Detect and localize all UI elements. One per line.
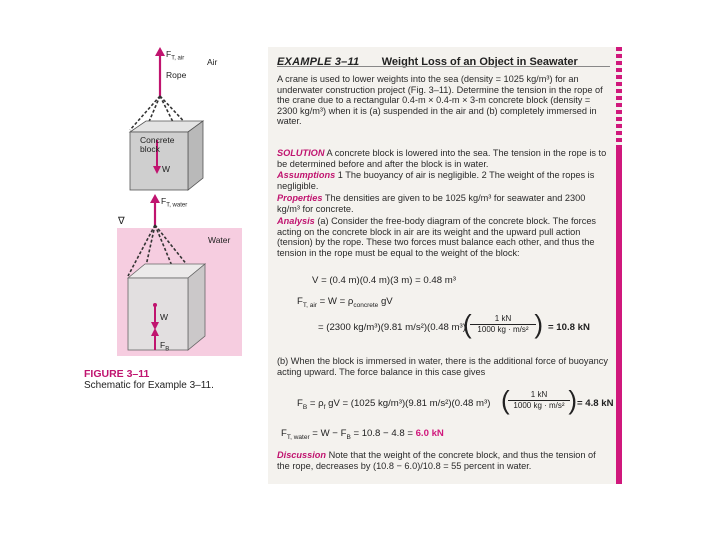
assumptions-text: 1 The buoyancy of air is negligible. 2 The weight of the ropes is negligible.: [277, 170, 595, 191]
equation-ft-air-calc: = (2300 kg/m³)(9.81 m/s²)(0.48 m³): [318, 322, 466, 333]
result-ft-water: 6.0 kN: [415, 428, 444, 439]
label-air: Air: [207, 57, 218, 67]
analysis-block: [277, 216, 610, 258]
result-ft-air: = 10.8 kN: [548, 322, 590, 333]
assumptions-block: [277, 170, 610, 191]
discussion-text: Note that the weight of the concrete block, and thus the tension of the rope, decreases by (10.8 − 6.0)/10.8 = 55 percent in water.: [277, 450, 596, 471]
water-surface-icon: ∇: [118, 216, 125, 227]
figure-caption-title: FIGURE 3–11: [84, 368, 150, 380]
equation-fb: $F_B = \rho_f$ gV = (1025 kg/m³)(9.81 m/s²)(0.48 m³): [297, 398, 491, 411]
equation-ft-air: $F_{T, air} = W = \rho_{concrete}$ gV: [297, 296, 393, 309]
analysis-text: (a) Consider the free-body diagram of the concrete block. The forces acting on the concrete block in air are its weight and the upward pull action (tension) by the rope. These two forces must balance each other, and thus the tension in the rope must be equal to the weight of the block:: [277, 216, 597, 258]
conversion-fraction-2: ( 1 kN 1000 kg · m/s² ): [501, 385, 577, 415]
analysis-label: Analysis: [277, 216, 315, 226]
label-rope: Rope: [166, 70, 187, 80]
properties-block: [277, 193, 610, 214]
figure-caption-text: Schematic for Example 3–11.: [84, 380, 214, 391]
ft-air-arrowhead: [155, 47, 165, 56]
problem-text: A crane is used to lower weights into the sea (density = 1025 kg/m³) for an underwater construction project (Fig. 3–11). Determine the tension in the rope of the crane due to a rectangular 0.4-m × 0.4-m × 3-m concrete block (density = 2300 kg/m³) when it is (a) suspended in the air and (b) completely immersed in water.: [277, 74, 603, 127]
conversion-fraction-1: ( 1 kN 1000 kg · m/s² ): [463, 309, 543, 339]
equation-volume: V = (0.4 m)(0.4 m)(3 m) = 0.48 m³: [312, 275, 456, 286]
header-rule: [277, 66, 610, 67]
label-w-top: W: [162, 164, 171, 174]
solution-text: A concrete block is lowered into the sea. The tension in the rope is to be determined before and after the block is in water.: [277, 148, 607, 169]
part-b-text: (b) When the block is immersed in water, there is the additional force of buoyancy acting upward. The force balance in this case gives: [277, 356, 608, 377]
center-of-mass-dot: [153, 303, 157, 307]
example-header: [277, 52, 610, 70]
result-fb: = 4.8 kN: [577, 398, 614, 409]
discussion-label: Discussion: [277, 450, 327, 460]
figure-caption: [84, 368, 259, 391]
example-title: Weight Loss of an Object in Seawater: [381, 56, 578, 68]
label-ft-air: $F_{T, air}$: [166, 49, 185, 62]
equation-ft-water: $F_{T, water} = W - F_B = 10.8 - 4.8 = 6.0$ kN: [281, 428, 444, 441]
concrete-block-bottom: [128, 264, 205, 350]
label-water: Water: [208, 235, 231, 245]
solution-label: SOLUTION: [277, 148, 325, 158]
label-ft-water: $F_{T, water}$: [161, 196, 188, 209]
properties-text: The densities are given to be 1025 kg/m³ for seawater and 2300 kg/m³ for concrete.: [277, 193, 586, 214]
page-edge-bar: [616, 148, 622, 484]
solution-block: [277, 148, 610, 169]
label-fb: $F_B$: [160, 340, 170, 353]
discussion-block: [277, 450, 610, 471]
properties-label: Properties: [277, 193, 323, 203]
concrete-block-top: [130, 121, 203, 190]
label-w-bottom: W: [160, 312, 169, 322]
label-concrete-block: Concrete block: [140, 135, 175, 154]
example-number: EXAMPLE 3–11: [277, 56, 360, 68]
ft-water-arrowhead: [150, 194, 160, 203]
assumptions-label: Assumptions: [277, 170, 336, 180]
